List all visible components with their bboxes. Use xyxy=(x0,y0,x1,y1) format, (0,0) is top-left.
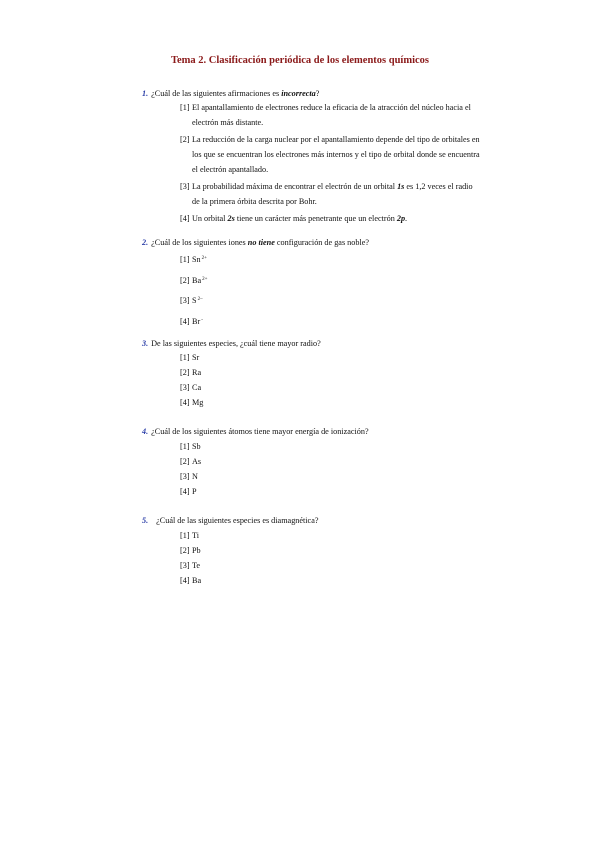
question-5-options xyxy=(180,528,201,588)
option-number: [4] xyxy=(180,487,190,496)
question-2 xyxy=(142,235,369,250)
option-text: Un orbital 2s tiene un carácter más penetrante que un electrón 2p. xyxy=(192,214,408,223)
option-item xyxy=(180,380,203,395)
option-item xyxy=(180,454,201,469)
option-item xyxy=(180,132,482,177)
question-text: ¿Cuál de los siguientes átomos tiene mayor energía de ionización? xyxy=(151,427,369,436)
option-item xyxy=(180,350,203,365)
option-item xyxy=(180,484,201,499)
option-number: [3] xyxy=(180,383,190,392)
option-item xyxy=(180,292,207,313)
question-emphasis: no tiene xyxy=(247,238,275,247)
option-number: [1] xyxy=(180,353,190,362)
option-number: [2] xyxy=(180,275,190,285)
option-item xyxy=(180,211,482,226)
option-text: N xyxy=(192,472,198,481)
option-number: [2] xyxy=(180,457,190,466)
option-text: Ca xyxy=(192,383,202,392)
option-item xyxy=(180,179,482,209)
question-3 xyxy=(142,336,321,351)
question-number: 2. xyxy=(142,238,149,247)
option-item xyxy=(180,251,207,272)
option-number: [1] xyxy=(180,531,190,540)
option-text: Pb xyxy=(192,546,201,555)
option-text: Sb xyxy=(192,442,201,451)
option-text: Ba xyxy=(192,576,202,585)
option-item xyxy=(180,272,207,293)
option-number: [3] xyxy=(180,561,190,570)
ion-formula: $S^{2-}$ xyxy=(192,296,203,305)
option-number: [4] xyxy=(180,214,190,223)
ion-charge: - xyxy=(201,317,203,323)
option-number: [1] xyxy=(180,255,190,264)
option-text: El apantallamiento de electrones reduce la eficacia de la atracción del núcleo hacia el electrón más distante. xyxy=(192,103,471,127)
option-item xyxy=(180,439,201,454)
ion-charge: 2+ xyxy=(201,256,207,261)
question-2-options xyxy=(180,251,207,333)
question-1-options xyxy=(180,100,482,226)
option-item xyxy=(180,365,203,380)
option-item xyxy=(180,573,201,588)
option-item xyxy=(180,313,207,334)
question-number: 1. xyxy=(142,89,149,98)
question-text: ¿Cuál de los siguientes iones xyxy=(151,238,248,247)
option-text: Ra xyxy=(192,368,202,377)
ion-formula: $Ba^{2+}$ xyxy=(192,275,208,285)
option-item xyxy=(180,469,201,484)
question-text-end: ? xyxy=(315,89,320,98)
ion-charge: 2+ xyxy=(202,276,208,282)
question-1 xyxy=(142,86,319,101)
option-number: [2] xyxy=(180,546,190,555)
page-title: Tema 2. Clasificación periódica de los elementos químicos xyxy=(170,55,429,66)
question-4 xyxy=(142,424,369,439)
option-text: Ti xyxy=(192,531,199,540)
option-number: [3] xyxy=(180,296,190,305)
option-item xyxy=(180,528,201,543)
option-number: [4] xyxy=(180,316,190,326)
option-number: [1] xyxy=(180,103,190,112)
option-item xyxy=(180,395,203,410)
question-4-options xyxy=(180,439,201,499)
option-number: [4] xyxy=(180,398,190,407)
option-text: Mg xyxy=(192,398,204,407)
question-number: 3. xyxy=(142,339,149,348)
ion-charge: 2– xyxy=(197,297,203,302)
option-text: La reducción de la carga nuclear por el apantallamiento depende del tipo de orbitales en los que se encuentran los electrones más internos y el tipo de orbital donde se encuentra el electrón apantallado. xyxy=(192,135,480,174)
question-5 xyxy=(142,513,318,528)
question-3-options xyxy=(180,350,203,410)
question-text: ¿Cuál de las siguientes afirmaciones es xyxy=(151,89,282,98)
option-text: La probabilidad máxima de encontrar el electrón de un orbital 1s es 1,2 veces el radio de la primera órbita descrita por Bohr. xyxy=(192,182,473,206)
question-number: 5. xyxy=(142,516,149,525)
question-text-end: configuración de gas noble? xyxy=(274,238,369,247)
option-text: P xyxy=(192,487,197,496)
option-text: Sr xyxy=(192,353,200,362)
option-item xyxy=(180,558,201,573)
option-number: [2] xyxy=(180,135,190,144)
option-number: [4] xyxy=(180,576,190,585)
option-number: [3] xyxy=(180,182,190,191)
ion-formula: $Sn^{2+}$ xyxy=(192,255,207,264)
option-item xyxy=(180,100,482,130)
question-text: ¿Cuál de las siguientes especies es diamagnética? xyxy=(156,516,319,525)
option-number: [3] xyxy=(180,472,190,481)
option-text: Te xyxy=(192,561,201,570)
ion-formula: Br- xyxy=(192,316,203,326)
question-number: 4. xyxy=(142,427,149,436)
option-text: As xyxy=(192,457,202,466)
option-number: [1] xyxy=(180,442,190,451)
question-text: De las siguientes especies, ¿cuál tiene mayor radio? xyxy=(151,339,321,348)
option-number: [2] xyxy=(180,368,190,377)
question-emphasis: incorrecta xyxy=(281,89,316,98)
option-item xyxy=(180,543,201,558)
